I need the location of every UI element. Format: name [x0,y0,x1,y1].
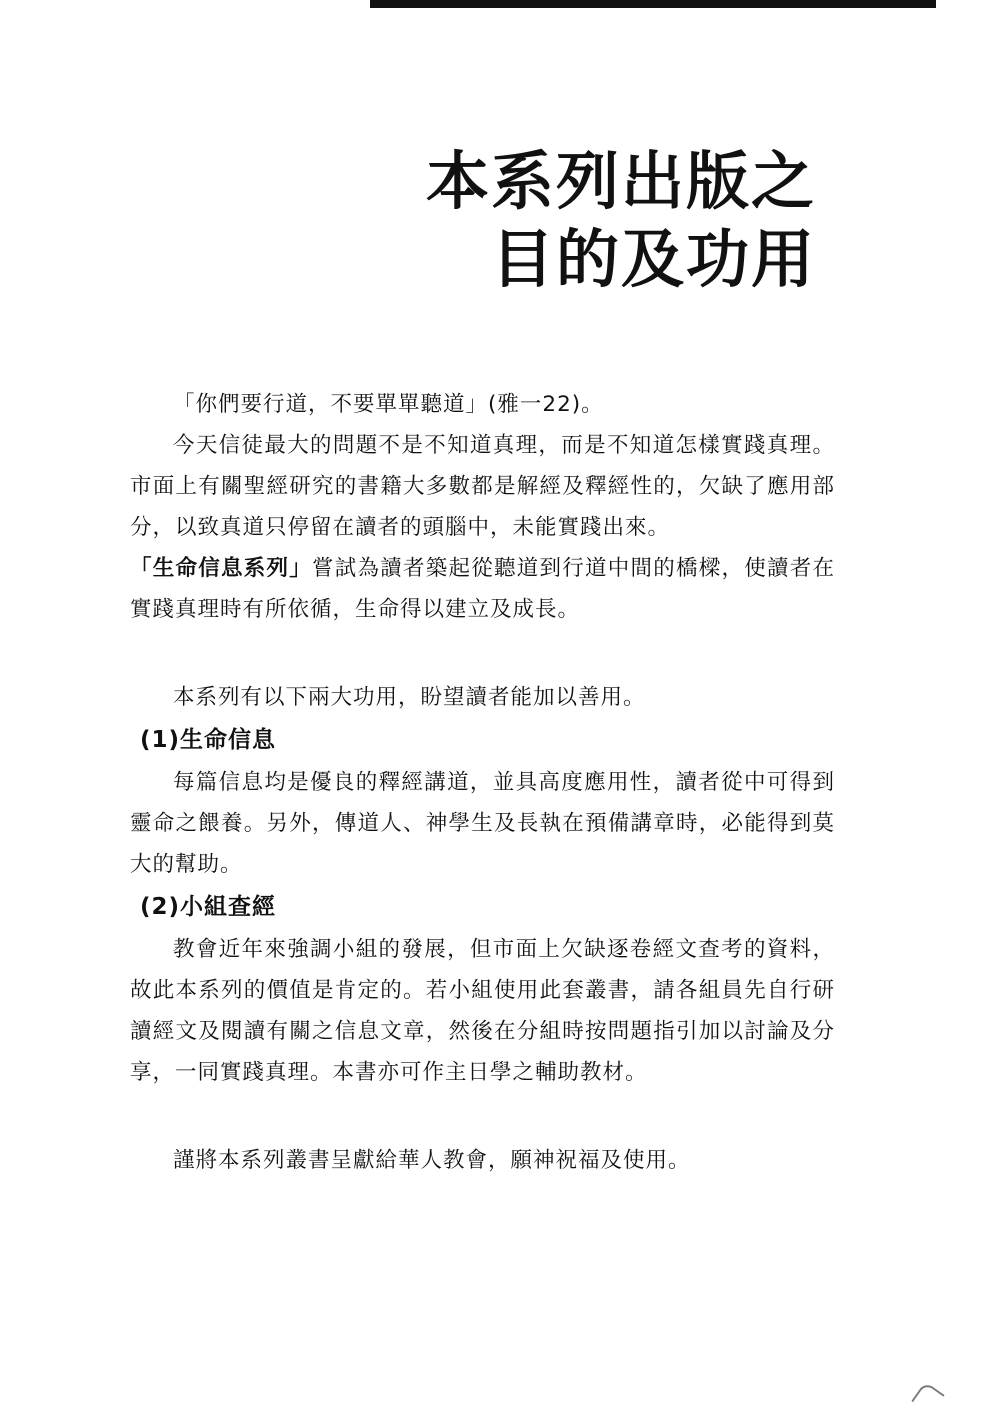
body-text [130,384,835,1181]
section-heading-small-group: (2)小組查經 [140,894,277,920]
functions-lead: 本系列有以下兩大功用，盼望讀者能加以善用。 [173,685,646,710]
section-text-life-message: 每篇信息均是優良的釋經講道，並具高度應用性，讀者從中可得到靈命之餵養。另外，傳道人、神學生及長執在預備講章時，必能得到莫大的幫助。 [130,770,835,877]
scripture-quote: 「你們要行道，不要單單聽道」(雅一22)。 [173,392,604,417]
title-line-1: 本系列出版之 [426,144,816,218]
page-corner-mark [911,1381,944,1414]
series-paragraph [130,548,835,630]
title-line-2: 目的及功用 [491,222,816,296]
top-rule [370,0,936,8]
section-heading-life-message: (1)生命信息 [140,727,277,753]
spacer [130,630,835,677]
closing-dedication: 謹將本系列叢書呈獻給華人教會，願神祝福及使用。 [173,1148,691,1173]
section-text-small-group: 教會近年來強調小組的發展，但市面上欠缺逐卷經文查考的資料，故此本系列的價值是肯定的。若小組使用此套叢書，請各組員先自行研讀經文及閱讀有關之信息文章，然後在分組時按問題指引加以討論及分享，一同實踐真理。本書亦可作主日學之輔助教材。 [130,937,835,1085]
series-name: 「生命信息系列」 [130,556,312,581]
intro-paragraph: 今天信徒最大的問題不是不知道真理，而是不知道怎樣實踐真理。市面上有關聖經研究的書籍大多數都是解經及釋經性的，欠缺了應用部分，以致真道只停留在讀者的頭腦中，未能實踐出來。 [130,433,835,540]
spacer [130,1093,835,1140]
series-description: 嘗試為讀者築起從聽道到行道中間的橋樑，使讀者在實踐真理時有所依循，生命得以建立及成長。 [130,556,835,622]
page-title [426,142,816,298]
